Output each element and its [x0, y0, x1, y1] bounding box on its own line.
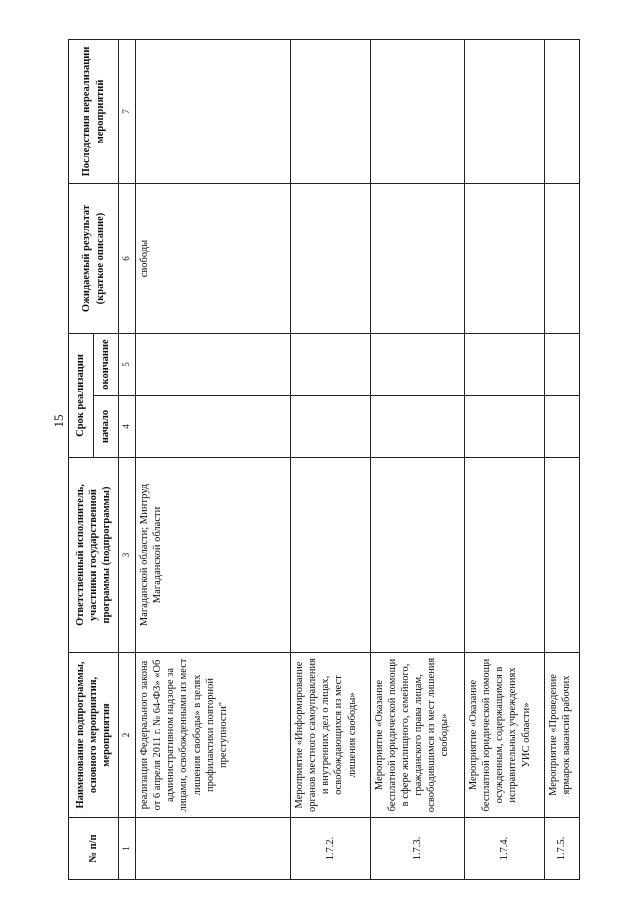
row-responsible [465, 458, 545, 653]
row-result [370, 184, 464, 334]
row-consequences [370, 40, 464, 184]
column-number: 3 [119, 458, 136, 653]
row-end [544, 334, 579, 396]
column-number: 1 [119, 818, 136, 880]
header-period: Срок реализации [69, 334, 94, 458]
program-table [68, 39, 580, 880]
row-name: Мероприятие «Оказание бесплатной юридической помощи осужденным, содержащимся в исправительных учреждениях УИС области» [465, 653, 545, 818]
column-number: 4 [119, 396, 136, 458]
row-name: Мероприятие «Информирование органов местного самоуправления и внутренних дел о лицах, освобождающихся из мест лишения свободы» [291, 653, 371, 818]
table-row [544, 40, 579, 880]
row-name: Мероприятие «Оказание бесплатной юридической помощи в сфере жилищного, семейного, гражданского права лицам, освободившимся из мест лишения свободы» [370, 653, 464, 818]
row-end [291, 334, 371, 396]
row-responsible: Магаданской области; Минтруд Магаданской области [136, 458, 291, 653]
row-end [136, 334, 291, 396]
header-consequences: Последствия нереализации мероприятий [69, 40, 119, 184]
row-start [465, 396, 545, 458]
header-num: № п/п [69, 818, 119, 880]
row-responsible [370, 458, 464, 653]
row-name: реализации Федерального закона от 6 апреля 2011 г. № 64-ФЗ» «Об административном надзоре за лицами, освобожденными из мест лишения свободы» в целях профилактики повторной преступности" [136, 653, 291, 818]
header-end: окончание [94, 334, 119, 396]
table-row [136, 40, 291, 880]
row-result: свободы [136, 184, 291, 334]
header-start: начало [94, 396, 119, 458]
row-num: 1.7.2. [291, 818, 371, 880]
table-row [465, 40, 545, 880]
row-consequences [465, 40, 545, 184]
column-number: 5 [119, 334, 136, 396]
program-table-rotated [68, 40, 580, 880]
header-row-1 [69, 40, 94, 880]
row-start [136, 396, 291, 458]
row-num: 1.7.3. [370, 818, 464, 880]
header-name: Наименование подпрограммы, основного мероприятия, мероприятия [69, 653, 119, 818]
row-result [465, 184, 545, 334]
header-result: Ожидаемый результат (краткое описание) [69, 184, 119, 334]
row-responsible [544, 458, 579, 653]
row-start [370, 396, 464, 458]
header-responsible: Ответственный исполнитель, участники государственной программы (подпрограммы) [69, 458, 119, 653]
column-number: 2 [119, 653, 136, 818]
row-num [136, 818, 291, 880]
row-num: 1.7.5. [544, 818, 579, 880]
row-consequences [136, 40, 291, 184]
column-number-row [119, 40, 136, 880]
column-number: 6 [119, 184, 136, 334]
row-num: 1.7.4. [465, 818, 545, 880]
column-number: 7 [119, 40, 136, 184]
page-number: 15 [51, 414, 66, 428]
row-end [370, 334, 464, 396]
row-consequences [291, 40, 371, 184]
row-responsible [291, 458, 371, 653]
table-row [370, 40, 464, 880]
row-start [544, 396, 579, 458]
row-result [291, 184, 371, 334]
row-result [544, 184, 579, 334]
row-start [291, 396, 371, 458]
row-end [465, 334, 545, 396]
row-consequences [544, 40, 579, 184]
table-row [291, 40, 371, 880]
row-name: Мероприятие «Проведение ярмарок вакансий рабочих [544, 653, 579, 818]
